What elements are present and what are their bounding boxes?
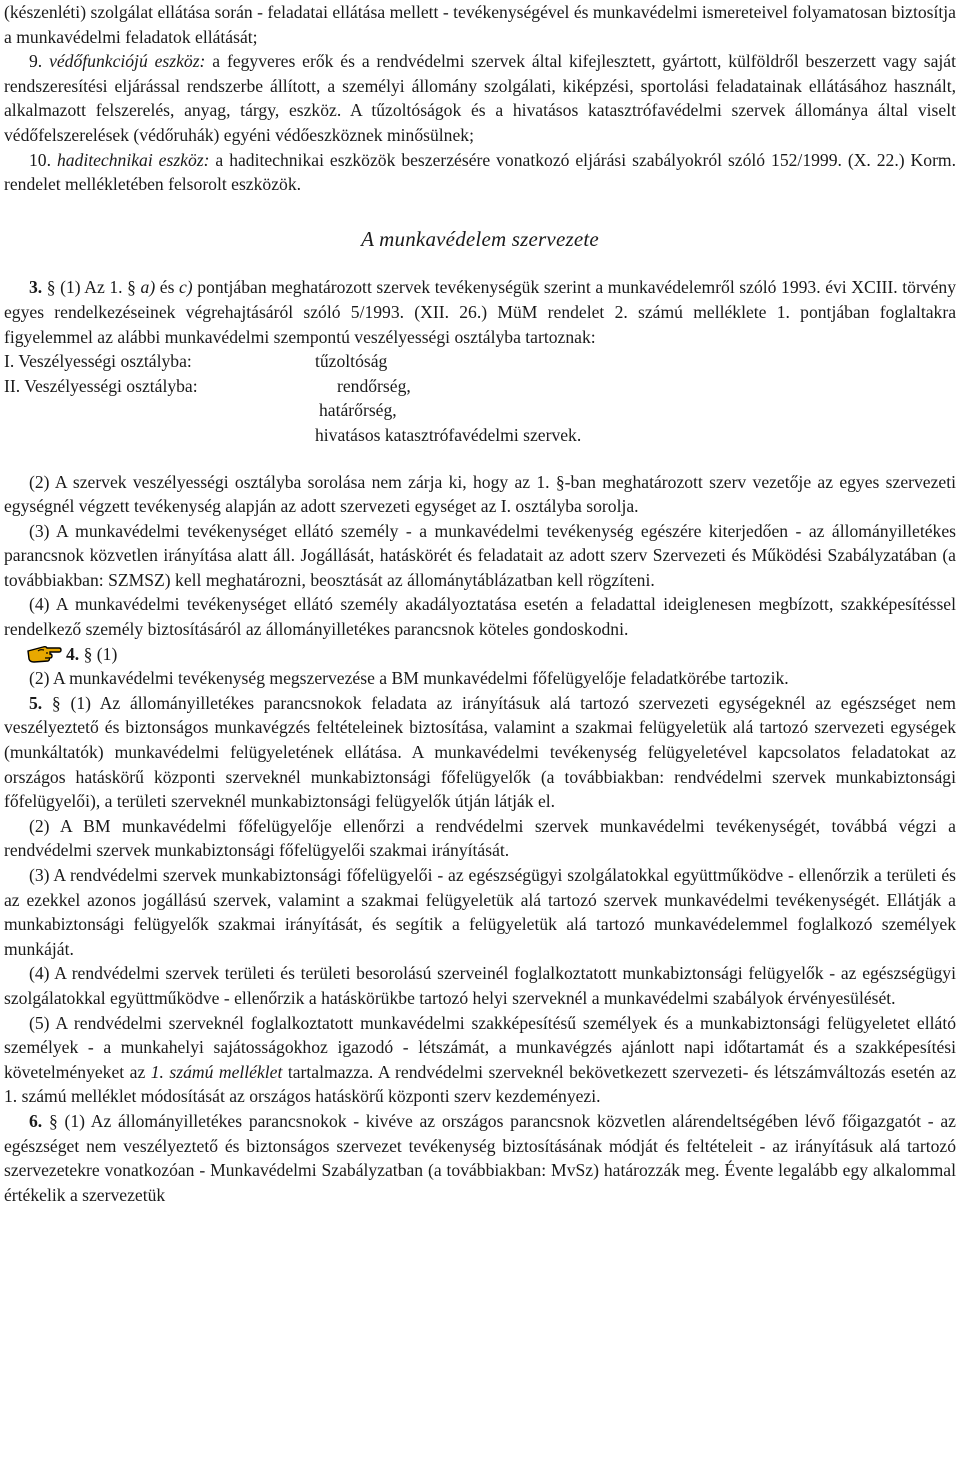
section-5-para-3: (3) A rendvédelmi szervek munkabiztonsági főfelügyelői - az egészségügyi szolgálatokkal együttműködve - ellenőrzik a területi és az ezekkel azonos jogállású szervek, valamint a szakmai felügyeletük alá tartozó szervek munkavédelmi tevékenységét. Ellátják a munkabiztonsági felügyelők szakmai irányítását, és segítik a felügyeletük alá tartozó munkavédelemmel foglalkozó személyek munkáját. (4, 865, 956, 959)
section-3-para-3: (3) A munkavédelmi tevékenységet ellátó személy - a munkavédelmi tevékenység egészére kiterjedően - az állományilletékes parancsnok közvetlen irányítása alatt áll. Jogállását, hatáskörét és feladatait az adott szerv Szervezeti és Működési Szabályzatában (a továbbiakban: SZMSZ) kell meghatározni, beosztását az állománytáblázatban kell rögzíteni. (4, 520, 956, 590)
class-1-value: tűzoltóság (315, 351, 388, 372)
section-5-para-4: (4) A rendvédelmi szervek területi és területi besorolású szerveinél foglalkoztatott munkabiztonsági felügyelők - az egészségügyi szolgálatokkal együttműködve - ellenőrzik a hatáskörükbe tartozó helyi szerveknél a munkavédelmi szabályok érvényesülését. (4, 963, 956, 1008)
class-2-value: hivatásos katasztrófavédelmi szervek. (315, 424, 582, 445)
class-2-label: II. Veszélyességi osztályba: (4, 375, 198, 396)
class-1-label: I. Veszélyességi osztályba: (4, 351, 192, 372)
section-4-para-1 (4, 642, 956, 667)
section-3-number: 3. (29, 277, 43, 298)
class-2-row-2 (4, 398, 956, 423)
section-5-para-5-text-a: (5) A rendvédelmi szerveknél foglalkoztatott munkavédelmi szakképesítésű személyek és a munkabiztonsági felügyeletet ellátó személyek - a munkahelyi sajátosságokhoz igazodó - létszámát, a munkavégzés ajánlott napi időtartamát és a szakképesítési követelményeket az (4, 1012, 956, 1082)
section-3-point-a: a) (140, 277, 156, 298)
item-9-number: 9. (29, 51, 50, 72)
item-9-text: a fegyveres erők és a rendvédelmi szervek által kifejlesztett, gyártott, külföldről beszerzett vagy saját rendszeresítési eljárással rendszerbe állított, a személyi állomány szolgálati, kiképzési, sportolási feladatainak ellátásához használt, alkalmazott felszerelés, anyag, tárgy, eszköz. A tűzoltóságok és a hivatásos katasztrófavédelmi szervek állománya által viselt védőfelszerelések (védőruhák) egyéni védőeszköznek minősülnek; (4, 51, 957, 145)
section-5-text: § (1) Az állományilletékes parancsnokok feladata az irányításuk alá tartozó szervezeti egységeknél az egészséget nem veszélyeztető és biztonságos munkavégzés feltételeinek biztosítása, valamint a szakmai felügyeletük alá tartozó szervezeti egységek (munkáltatók) munkavédelmi felügyeletének ellátása. A munkavédelmi tevékenység felügyeletével kapcsolatos feladatokat az országos hatáskörű központi szerveknél munkabiztonsági főfelügyelők (a továbbiakban: rendvédelmi szervek munkabiztonsági főfelügyelői), a területi szerveknél munkabiztonsági felügyelők útján látják el. (4, 692, 956, 812)
item-10-term: haditechnikai eszköz: (56, 149, 210, 170)
class-1-row (4, 349, 956, 374)
section-heading: A munkavédelem szervezete (361, 226, 599, 251)
section-5-para-1 (4, 691, 956, 814)
section-3-para-1 (4, 275, 956, 349)
section-5-para-2: (2) A BM munkavédelmi főfelügyelője ellenőrzi a rendvédelmi szervek munkavédelmi tevékenységét, továbbá végzi a rendvédelmi szervek munkabiztonsági főfelügyelői szakmai irányítását. (4, 815, 956, 861)
section-4-text: § (1) (79, 643, 118, 664)
section-5-para-5 (4, 1011, 956, 1109)
item-10-number: 10. (29, 149, 57, 170)
section-6-number: 6. (29, 1110, 43, 1131)
section-6-text: § (1) Az állományilletékes parancsnokok - kivéve az országos parancsnok közvetlen alárendeltségében lévő főigazgatót - az egészséget nem veszélyeztető és biztonságos szervezet tevékenység biztosításának módját és feltételeit - az irányításuk alá tartozó szervezetekre vonatkozóan - Munkavédelmi Szabályzatban (a továbbiakban: MvSz) határozzák meg. Évente legalább egy alkalommal értékelik a szervezetük (4, 1110, 956, 1205)
class-2-row (4, 374, 956, 399)
section-5-number: 5. (29, 692, 43, 713)
section-6-para-1 (4, 1109, 956, 1207)
section-4-number: 4. (66, 643, 80, 664)
class-2-value: rendőrség, (337, 375, 411, 396)
section-5-para-5-text-b: tartalmazza. A rendvédelmi szerveknél bekövetkezett szervezeti- és létszámváltozás esetén az 1. számú melléklet módosítását az országos hatáskörű központi szerv kezdeményezi. (4, 1061, 956, 1107)
section-3-para-4: (4) A munkavédelmi tevékenységet ellátó személy akadályoztatása esetén a feladattal ideiglenesen megbízott, szakképesítéssel rendelkező személy biztosításáról az állományilletékes parancsnok köteles gondoskodni. (4, 594, 956, 640)
class-2-value: határőrség, (319, 400, 397, 421)
spacer (4, 448, 956, 470)
paragraph-intro: (készenléti) szolgálat ellátása során - feladatai ellátása mellett - tevékenységével és munkavédelmi ismereteivel folyamatosan biztosítja a munkavédelmi feladatok ellátását; (4, 2, 956, 47)
item-9 (4, 49, 956, 147)
pointing-hand-icon (26, 642, 62, 664)
section-3-para-2: (2) A szervek veszélyességi osztályba sorolása nem zárja ki, hogy az 1. §-ban meghatározott szerv vezetője az egyes szervezeti egységnél végzett tevékenység alapján az adott szervezeti egységet az I. osztályba sorolja. (4, 471, 956, 517)
section-3-point-c: c) (179, 277, 193, 298)
item-9-term: védőfunkciójú eszköz: (49, 51, 206, 72)
section-4-para-2: (2) A munkavédelmi tevékenység megszervezése a BM munkavédelmi főfelügyelője feladatkörébe tartozik. (29, 668, 789, 689)
item-10-text: a haditechnikai eszközök beszerzésére vonatkozó eljárási szabályokról szóló 152/1999. (X. 22.) Korm. rendelet mellékletében felsorolt eszközök. (4, 149, 957, 195)
annex-reference: 1. számú melléklet (150, 1061, 283, 1082)
section-3-text-a: § (1) Az 1. § (42, 277, 141, 298)
section-3-text-c: pontjában meghatározott szervek tevékenységük szerint a munkavédelemről szóló 1993. évi XCIII. törvény egyes rendelkezéseinek végrehajtásáról szóló 5/1993. (XII. 26.) MüM rendelet 2. számú melléklete 1. pontjában foglaltakra figyelemmel az alábbi munkavédelmi szempontú veszélyességi osztályba tartoznak: (4, 277, 956, 347)
class-2-row-3 (4, 423, 956, 448)
section-3-text-b: és (155, 277, 179, 298)
item-10 (4, 148, 956, 197)
